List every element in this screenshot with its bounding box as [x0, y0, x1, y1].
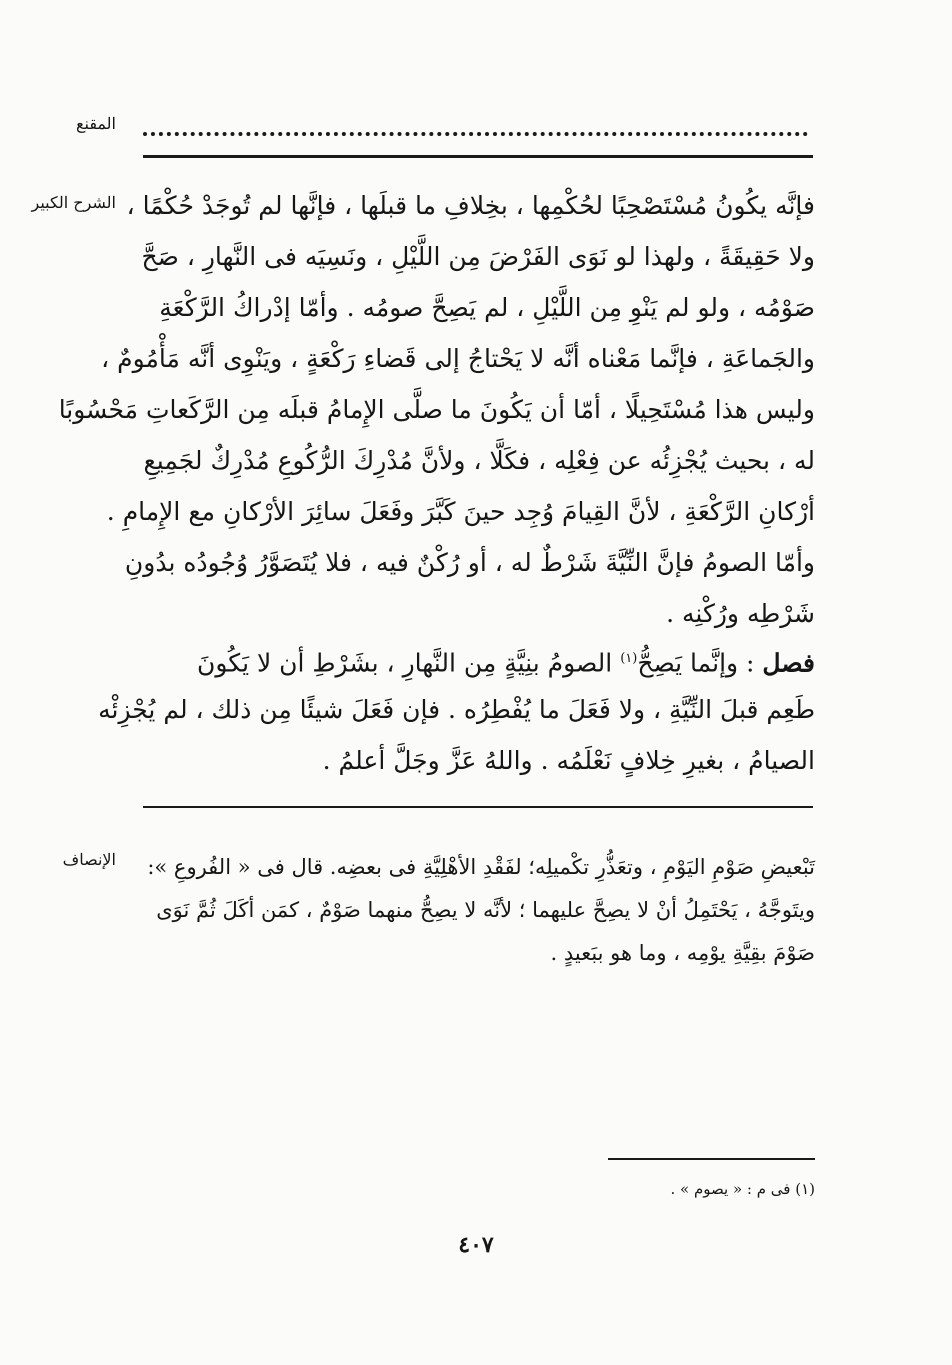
insaf-margin-label: الإنصاف — [62, 850, 116, 869]
fasl-text: الصومُ بنِيَّةٍ مِن النَّهارِ ، بشَرْطِ أن لا يَكُونَ — [196, 648, 621, 678]
text-line: والجَماعَةِ ، فإنَّما مَعْناه أنَّه لا يَحْتاجُ إلى قَضاءِ رَكْعَةٍ ، ويَنْوِى أنَّه مَأْمُومٌ ، — [101, 344, 815, 373]
text-line: صَوْمَ بقِيَّةِ يوْمِه ، وما هو ببَعيدٍ . — [550, 941, 815, 965]
fasl-section — [98, 633, 815, 786]
text-line: شَرْطِه ورُكْنِه . — [666, 599, 815, 628]
text-line: صَوْمُه ، ولو لم يَنْوِ مِن اللَّيْلِ ، لم يَصِحَّ صومُه . وأمّا إدْراكُ الرَّكْعَةِ — [159, 293, 815, 322]
header-dotted-leader — [143, 112, 808, 136]
text-line: فإنَّه يكُونُ مُسْتَصْحِبًا لحُكْمِها ، بخِلافِ ما قبلَها ، فإنَّها لم تُوجَدْ حُكْمًا ، — [126, 191, 815, 220]
text-line: له ، بحيث يُجْزِئُه عن فِعْلِه ، فكَلَّا ، ولأنَّ مُدْرِكَ الرُّكُوعِ مُدْرِكٌ لجَمِيعِ — [143, 446, 815, 475]
text-line: وأمّا الصومُ فإنَّ النِّيَّةَ شَرْطٌ له ، أو رُكْنٌ فيه ، فلا يُتَصَوَّرُ وُجُودُه بدُونِ — [124, 548, 815, 577]
text-line: الصيامُ ، بغيرِ خِلافٍ نَعْلَمُه . واللهُ عَزَّ وجَلَّ أعلمُ . — [322, 746, 815, 775]
fasl-text: : وإنَّما يَصِحُّ — [637, 648, 763, 678]
sharh-margin-label: الشرح الكبير — [31, 193, 116, 212]
text-line: ولا حَقِيقَةً ، ولهذا لو نَوَى الفَرْضَ مِن اللَّيْلِ ، ونَسِيَه فى النَّهارِ ، صَحَّ — [141, 242, 815, 271]
insaf-text-block — [135, 846, 815, 975]
fasl-heading: فصل — [762, 648, 815, 678]
page-number: ٤٠٧ — [458, 1232, 494, 1258]
book-title: المقنع — [75, 114, 116, 133]
text-line: ويتَوجَّهُ ، يَحْتَمِلُ أنْ لا يصِحَّ عليهما ؛ لأنَّه لا يصِحُّ منهما صَوْمٌ ، كمَن أكَلَ ثُمَّ نَوَى — [156, 898, 815, 922]
footnote-rule — [608, 1158, 815, 1160]
header-rule — [143, 155, 813, 158]
text-line: أرْكانِ الرَّكْعَةِ ، لأنَّ القِيامَ وُجِد حينَ كَبَّرَ وفَعَلَ سائِرَ الأرْكانِ مع الإِمامِ . — [106, 497, 815, 526]
text-line: وليس هذا مُسْتَحِيلًا ، أمّا أن يَكُونَ ما صلَّى الإِمامُ قبلَه مِن الرَّكَعاتِ مَحْسُوبًا — [58, 395, 815, 424]
footnote: (١) فى م : « يصوم » . — [670, 1180, 815, 1198]
section-divider — [143, 806, 813, 808]
text-line: تَبْعيضِ صَوْمِ اليَوْمِ ، وتعَذُّرِ تكْميلِه؛ لفَقْدِ الأهْلِيَّةِ فى بعضِه. قال فى « الفُروعِ »: — [147, 855, 815, 879]
footnote-marker[interactable]: (١) — [620, 651, 638, 666]
fasl-first-line — [135, 633, 815, 684]
text-line: طَعِم قبلَ النِّيَّةِ ، ولا فَعَلَ ما يُفْطِرُه . فإن فَعَلَ شيئًا مِن ذلك ، لم يُجْزِئْه — [98, 695, 815, 724]
